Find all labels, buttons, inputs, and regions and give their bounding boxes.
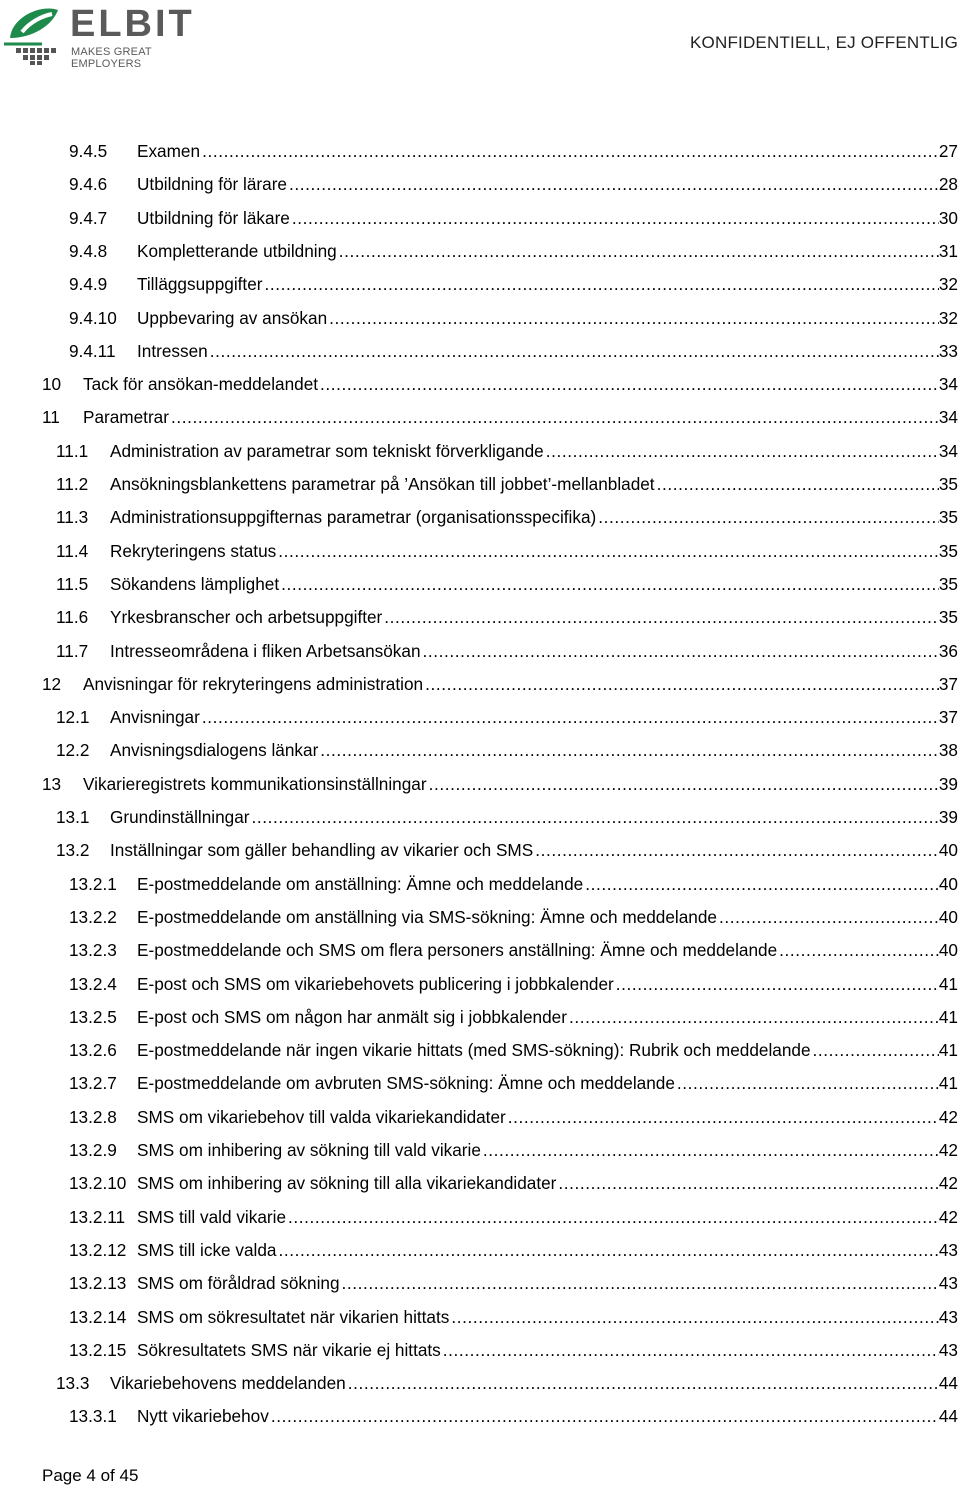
toc-entry[interactable]	[69, 268, 958, 301]
toc-entry-number: 12.2	[56, 740, 90, 761]
toc-dot-leader	[427, 774, 939, 795]
toc-entry[interactable]	[69, 1334, 958, 1367]
toc-dot-leader	[506, 1107, 939, 1128]
toc-entry-page: 41	[938, 1040, 958, 1061]
toc-entry-title: Sökandens lämplighet	[110, 573, 280, 594]
toc-entry-number: 10	[42, 374, 62, 395]
toc-entry-title: Nytt vikariebehov	[137, 1406, 269, 1427]
toc-entry[interactable]	[69, 1067, 958, 1100]
toc-entry-page: 40	[938, 940, 958, 961]
toc-entry-number: 13.1	[56, 807, 90, 827]
toc-entry-title: Administrationsuppgifternas parametrar (organisationsspecifika)	[110, 507, 597, 528]
toc-entry-page: 31	[938, 240, 958, 261]
toc-entry[interactable]	[69, 1101, 958, 1134]
toc-dot-leader	[279, 574, 939, 595]
toc-entry[interactable]	[42, 401, 958, 434]
toc-entry-number: 13.2.15	[69, 1339, 127, 1360]
toc-entry-number: 13.2.12	[69, 1239, 127, 1260]
toc-entry-title: E-postmeddelande när ingen vikarie hittats (med SMS-sökning): Rubrik och meddelande	[137, 1040, 811, 1061]
toc-entry-number: 13.2.5	[69, 1006, 117, 1027]
toc-dot-leader	[287, 174, 939, 195]
toc-entry-page: 32	[938, 274, 958, 295]
toc-entry-number: 9.4.9	[69, 274, 108, 295]
toc-entry-page: 34	[938, 407, 958, 428]
toc-entry-title: E-postmeddelande och SMS om flera personers anställning: Ämne och meddelande	[137, 940, 778, 961]
toc-entry-number: 9.4.8	[69, 240, 108, 261]
toc-entry-number: 9.4.10	[69, 307, 117, 328]
toc-entry-page: 42	[938, 1173, 958, 1194]
toc-entry-number: 13.2.3	[69, 940, 117, 961]
toc-entry-page: 30	[938, 207, 958, 228]
page-header	[0, 0, 960, 70]
page-number: Page 4 of 45	[42, 1466, 139, 1485]
toc-dot-leader	[208, 341, 939, 362]
toc-entry[interactable]	[69, 934, 958, 967]
toc-entry-number: 13.2.6	[69, 1040, 117, 1061]
toc-entry[interactable]	[69, 235, 958, 268]
toc-entry-title: SMS om vikariebehov till valda vikariekandidater	[137, 1106, 506, 1127]
toc-entry-page: 38	[938, 740, 958, 761]
toc-entry-number: 11	[42, 407, 60, 428]
toc-entry-page: 35	[938, 573, 958, 594]
toc-entry-title: Rekryteringens status	[110, 540, 277, 561]
toc-entry-title: Uppbevaring av ansökan	[137, 307, 328, 328]
toc-dot-leader	[614, 974, 939, 995]
toc-entry-number: 13.3	[56, 1373, 90, 1394]
toc-entry[interactable]	[56, 535, 958, 568]
toc-entry-number: 13.2.4	[69, 973, 117, 994]
toc-entry[interactable]	[69, 135, 958, 168]
toc-entry[interactable]	[56, 834, 958, 867]
toc-entry-number: 13	[42, 773, 62, 794]
toc-entry-title: Yrkesbranscher och arbetsuppgifter	[110, 607, 383, 628]
toc-dot-leader	[327, 308, 939, 329]
toc-entry[interactable]	[69, 1301, 958, 1334]
toc-entry[interactable]	[69, 302, 958, 335]
toc-entry-title: SMS om föråldrad sökning	[137, 1273, 340, 1294]
toc-entry-title: Parametrar	[83, 407, 169, 428]
toc-entry-title: Vikariebehovens meddelanden	[110, 1373, 346, 1394]
toc-entry-page: 41	[938, 1073, 958, 1094]
toc-dot-leader	[286, 1207, 939, 1228]
toc-entry-number: 13.2.10	[69, 1173, 127, 1194]
toc-entry-page: 43	[938, 1306, 958, 1327]
toc-dot-leader	[318, 740, 939, 761]
toc-entry-number: 12	[42, 673, 62, 694]
toc-entry-number: 13.3.1	[69, 1406, 117, 1427]
toc-entry-page: 41	[938, 1006, 958, 1027]
toc-entry-page: 42	[938, 1140, 958, 1160]
toc-dot-leader	[717, 907, 939, 928]
toc-entry[interactable]	[69, 1400, 958, 1433]
toc-entry-number: 13.2.8	[69, 1106, 117, 1127]
toc-entry-page: 39	[938, 773, 958, 794]
toc-entry-page: 42	[938, 1206, 958, 1227]
toc-entry-title: E-postmeddelande om anställning via SMS-sökning: Ämne och meddelande	[137, 906, 717, 927]
toc-entry[interactable]	[42, 768, 958, 801]
elbit-logo-icon	[2, 4, 68, 66]
toc-entry-page: 39	[938, 807, 958, 827]
toc-entry-number: 9.4.7	[69, 207, 108, 228]
toc-entry-page: 32	[938, 307, 958, 328]
toc-entry-number: 11.7	[56, 640, 89, 661]
toc-dot-leader	[269, 1406, 939, 1427]
toc-entry-page: 44	[938, 1373, 958, 1394]
toc-entry[interactable]	[56, 601, 958, 634]
toc-entry-title: Vikarieregistrets kommunikationsinställningar	[83, 773, 427, 794]
toc-entry-number: 13.2.13	[69, 1273, 127, 1294]
toc-entry-page: 43	[938, 1239, 958, 1260]
toc-dot-leader	[777, 940, 939, 961]
toc-entry[interactable]	[69, 202, 958, 235]
toc-entry[interactable]	[42, 668, 958, 701]
toc-entry-number: 11.2	[56, 474, 89, 494]
toc-entry-title: SMS till vald vikarie	[137, 1206, 286, 1227]
toc-entry-title: Tilläggsuppgifter	[137, 274, 263, 295]
toc-entry-number: 13.2.2	[69, 906, 117, 927]
toc-entry-title: SMS om sökresultatet när vikarien hittats	[137, 1306, 450, 1327]
toc-entry[interactable]	[69, 1001, 958, 1034]
toc-dot-leader	[262, 274, 938, 295]
toc-entry-number: 13.2.11	[69, 1206, 126, 1227]
toc-entry[interactable]	[69, 968, 958, 1001]
toc-entry-title: Anvisningar för rekryteringens administration	[83, 673, 424, 694]
toc-entry-page: 41	[938, 973, 958, 994]
toc-entry-title: Anvisningsdialogens länkar	[110, 740, 319, 761]
toc-entry[interactable]	[69, 901, 958, 934]
toc-entry-title: E-post och SMS om någon har anmält sig i jobbkalender	[137, 1006, 567, 1027]
toc-dot-leader	[441, 1340, 939, 1361]
toc-entry-title: Intressen	[137, 340, 208, 361]
toc-entry-number: 11.4	[56, 540, 89, 561]
toc-entry[interactable]	[56, 734, 958, 767]
toc-dot-leader	[318, 374, 939, 395]
toc-entry[interactable]	[42, 368, 958, 401]
toc-entry-number: 13.2	[56, 840, 90, 861]
toc-dot-leader	[200, 707, 939, 728]
toc-entry-number: 9.4.11	[69, 340, 116, 361]
toc-entry-page: 35	[938, 507, 958, 528]
toc-dot-leader	[583, 874, 939, 895]
toc-entry-title: Kompletterande utbildning	[137, 240, 337, 261]
toc-dot-leader	[544, 441, 939, 462]
toc-entry-number: 13.2.7	[69, 1073, 117, 1094]
toc-entry-number: 13.2.9	[69, 1140, 117, 1160]
toc-entry-page: 35	[938, 607, 958, 628]
toc-dot-leader	[533, 840, 939, 861]
toc-entry[interactable]	[56, 435, 958, 468]
toc-entry[interactable]	[56, 1367, 958, 1400]
toc-entry-title: Ansökningsblankettens parametrar på ’Ansökan till jobbet’-mellanbladet	[110, 474, 655, 494]
toc-entry[interactable]	[56, 501, 958, 534]
toc-dot-leader	[449, 1307, 939, 1328]
toc-entry-number: 13.2.1	[69, 873, 117, 894]
toc-entry-title: Inställningar som gäller behandling av vikarier och SMS	[110, 840, 534, 861]
toc-entry-page: 37	[938, 673, 958, 694]
toc-entry[interactable]	[56, 801, 958, 834]
elbit-logo	[2, 3, 222, 70]
toc-dot-leader	[346, 1373, 939, 1394]
toc-entry-page: 35	[938, 474, 958, 494]
toc-dot-leader	[556, 1173, 938, 1194]
toc-dot-leader	[200, 141, 939, 162]
toc-entry[interactable]	[69, 1034, 958, 1067]
toc-entry-number: 11.6	[56, 607, 89, 628]
toc-entry-title: Grundinställningar	[110, 807, 250, 827]
toc-entry-title: Tack för ansökan-meddelandet	[83, 374, 319, 395]
toc-dot-leader	[675, 1073, 939, 1094]
toc-entry-page: 44	[938, 1406, 958, 1427]
toc-entry-page: 43	[938, 1339, 958, 1360]
toc-entry-number: 9.4.5	[69, 141, 108, 161]
toc-dot-leader	[276, 541, 939, 562]
toc-entry-title: E-postmeddelande om anställning: Ämne och meddelande	[137, 873, 584, 894]
toc-entry-page: 34	[938, 440, 958, 461]
toc-entry-number: 11.1	[56, 440, 89, 461]
toc-entry-number: 13.2.14	[69, 1306, 127, 1327]
toc-entry-number: 9.4.6	[69, 174, 108, 195]
toc-entry[interactable]	[69, 868, 958, 901]
toc-entry-page: 28	[938, 174, 958, 195]
toc-entry[interactable]	[69, 1201, 958, 1234]
toc-dot-leader	[250, 807, 939, 828]
toc-entry-page: 40	[938, 873, 958, 894]
toc-entry[interactable]	[69, 1234, 958, 1267]
toc-entry-title: Sökresultatets SMS när vikarie ej hittats	[137, 1339, 441, 1360]
toc-dot-leader	[421, 641, 939, 662]
toc-entry[interactable]	[69, 1134, 958, 1167]
toc-dot-leader	[169, 407, 939, 428]
toc-entry-page: 43	[938, 1273, 958, 1294]
toc-dot-leader	[596, 507, 939, 528]
toc-dot-leader	[655, 474, 939, 495]
toc-entry-number: 12.1	[56, 707, 90, 728]
toc-entry[interactable]	[56, 568, 958, 601]
toc-entry-page: 40	[938, 840, 958, 861]
toc-dot-leader	[567, 1007, 939, 1028]
toc-entry[interactable]	[56, 468, 958, 501]
confidentiality-label: KONFIDENTIELL, EJ OFFENTLIG	[690, 33, 958, 52]
toc-entry-title: Utbildning för läkare	[137, 207, 290, 228]
toc-dot-leader	[276, 1240, 938, 1261]
toc-entry-title: SMS om inhibering av sökning till alla vikariekandidater	[137, 1173, 557, 1194]
toc-entry-title: SMS om inhibering av sökning till vald vikarie	[137, 1140, 481, 1160]
toc-entry-title: Anvisningar	[110, 707, 200, 728]
toc-entry-title: SMS till icke valda	[137, 1239, 277, 1260]
toc-entry[interactable]	[69, 168, 958, 201]
logo-tagline: MAKES GREAT EMPLOYERS	[71, 46, 152, 70]
toc-dot-leader	[290, 208, 939, 229]
toc-entry-page: 36	[938, 640, 958, 661]
toc-entry-title: Examen	[137, 141, 201, 161]
toc-entry-page: 34	[938, 374, 958, 395]
toc-entry-page: 33	[938, 340, 958, 361]
toc-entry-title: Intresseområdena i fliken Arbetsansökan	[110, 640, 421, 661]
toc-dot-leader	[337, 241, 939, 262]
toc-entry-title: E-postmeddelande om avbruten SMS-sökning: Ämne och meddelande	[137, 1073, 675, 1094]
toc-entry[interactable]	[69, 335, 958, 368]
toc-entry-page: 42	[938, 1106, 958, 1127]
toc-dot-leader	[340, 1273, 939, 1294]
toc-entry-number: 11.5	[56, 573, 89, 594]
toc-entry-page: 27	[938, 141, 958, 161]
toc-entry-page: 40	[938, 906, 958, 927]
toc-entry-page: 35	[938, 540, 958, 561]
toc-entry[interactable]	[56, 701, 958, 734]
toc-entry[interactable]	[69, 1267, 958, 1300]
toc-entry-title: Administration av parametrar som tekniskt förverkligande	[110, 440, 544, 461]
toc-dot-leader	[811, 1040, 939, 1061]
toc-dot-leader	[423, 674, 939, 695]
toc-entry-title: Utbildning för lärare	[137, 174, 287, 195]
toc-dot-leader	[382, 607, 939, 628]
toc-entry-title: E-post och SMS om vikariebehovets publicering i jobbkalender	[137, 973, 614, 994]
logo-wordmark: ELBIT	[70, 3, 195, 45]
toc-entry-page: 37	[938, 707, 958, 728]
toc-entry-number: 11.3	[56, 507, 89, 528]
toc-entry[interactable]	[69, 1167, 958, 1200]
toc-entry[interactable]	[56, 635, 958, 668]
toc-dot-leader	[481, 1140, 939, 1161]
